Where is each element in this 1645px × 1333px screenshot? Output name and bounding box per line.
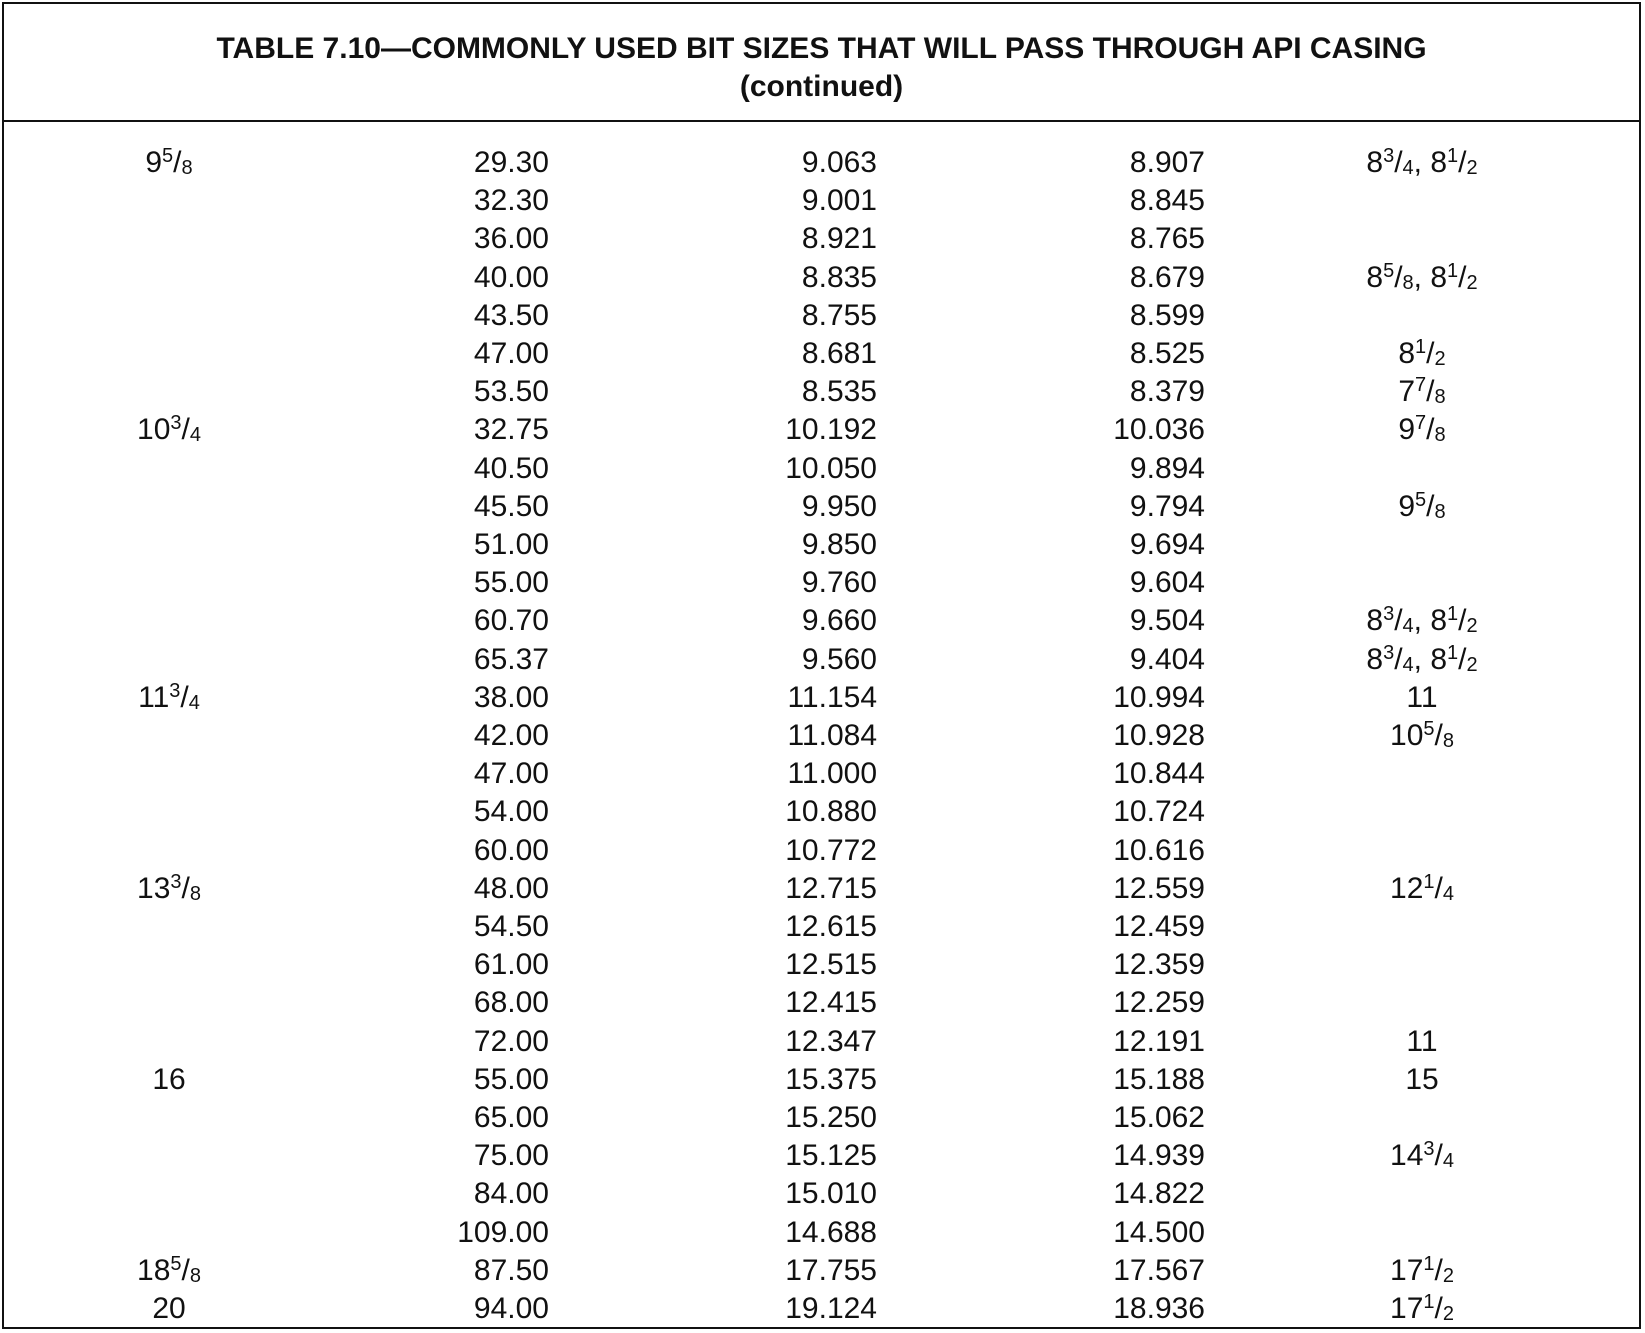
weight-cell: 38.00 <box>473 680 549 714</box>
inside-diameter-cell: 11.000 <box>787 757 877 791</box>
casing-od-cell <box>4 488 334 526</box>
table-row <box>4 259 1639 297</box>
table-row <box>4 870 1639 908</box>
inside-diameter-cell: 12.347 <box>785 1024 877 1058</box>
inside-diameter-cell: 15.010 <box>785 1177 877 1211</box>
casing-od-cell <box>4 335 334 373</box>
table-row <box>4 832 1639 870</box>
drift-diameter-cell: 12.559 <box>1113 871 1205 905</box>
drift-diameter-cell: 9.794 <box>1129 489 1205 523</box>
inside-diameter-cell: 8.921 <box>801 222 877 256</box>
table-row <box>4 564 1639 602</box>
inside-diameter-cell: 10.772 <box>785 833 877 867</box>
drift-diameter-cell: 12.359 <box>1113 948 1205 982</box>
bit-size: $12^1/_4$ <box>1390 870 1454 905</box>
bit-size: $8^3/_4$ <box>1366 641 1414 676</box>
casing-od: $10^3/_4$ <box>137 412 201 447</box>
bit-size-table <box>4 144 1639 1328</box>
bit-size-cell <box>1205 755 1639 793</box>
bit-size-cell <box>1205 526 1639 564</box>
casing-od-cell <box>4 1137 334 1175</box>
weight-cell: 29.30 <box>473 146 549 179</box>
drift-diameter-cell: 9.894 <box>1129 451 1205 485</box>
drift-diameter-cell: 8.525 <box>1129 337 1205 371</box>
casing-od-cell <box>4 793 334 831</box>
bit-size-cell <box>1205 335 1639 373</box>
table-row <box>4 450 1639 488</box>
casing-od-cell <box>4 411 334 449</box>
weight-cell: 60.00 <box>473 833 549 867</box>
table-row <box>4 297 1639 335</box>
table-row <box>4 335 1639 373</box>
inside-diameter-cell: 10.050 <box>785 451 877 485</box>
inside-diameter-cell: 9.760 <box>801 566 877 600</box>
table-row <box>4 373 1639 411</box>
bit-size-cell: $8^3/_4$, $8^1/_2$ <box>1366 641 1478 676</box>
bit-size-cell <box>1205 411 1639 449</box>
casing-od-cell <box>4 602 334 640</box>
weight-cell: 32.30 <box>473 184 549 218</box>
bit-size-cell: $8^3/_4$, $8^1/_2$ <box>1366 145 1478 179</box>
casing-od-cell <box>4 526 334 564</box>
casing-od: 20 <box>152 1292 186 1326</box>
bit-size-cell <box>1205 488 1639 526</box>
drift-diameter-cell: 10.994 <box>1113 680 1205 714</box>
bit-size-cell <box>1205 984 1639 1022</box>
weight-cell: 60.70 <box>473 604 549 638</box>
bit-size: $17^1/_2$ <box>1390 1291 1454 1326</box>
table-frame <box>2 2 1641 1329</box>
bit-size-cell <box>1205 1290 1639 1328</box>
weight-cell: 43.50 <box>473 298 549 332</box>
bit-size-cell <box>1205 564 1639 602</box>
casing-od: 16 <box>152 1062 186 1096</box>
casing-od-cell <box>4 297 334 335</box>
drift-diameter-cell: 8.379 <box>1129 375 1205 409</box>
casing-od-cell <box>4 564 334 602</box>
bit-size-cell: $8^5/_8$, $8^1/_2$ <box>1366 259 1478 294</box>
weight-cell: 65.37 <box>473 642 549 676</box>
bit-size: 15 <box>1405 1062 1439 1096</box>
bit-size-cell <box>1205 793 1639 831</box>
inside-diameter-cell: 9.560 <box>801 642 877 676</box>
table-row <box>4 1137 1639 1175</box>
table-row <box>4 182 1639 220</box>
bit-size: $8^1/_2$ <box>1398 336 1446 371</box>
bit-size-cell: $8^3/_4$, $8^1/_2$ <box>1366 603 1478 638</box>
inside-diameter-cell: 12.415 <box>785 986 877 1020</box>
bit-size: $17^1/_2$ <box>1390 1252 1454 1287</box>
inside-diameter-cell: 8.755 <box>801 298 877 332</box>
inside-diameter-cell: 15.250 <box>785 1101 877 1135</box>
drift-diameter-cell: 12.191 <box>1113 1024 1205 1058</box>
weight-cell: 84.00 <box>473 1177 549 1211</box>
casing-od: $13^3/_8$ <box>137 870 201 905</box>
casing-od-cell <box>4 755 334 793</box>
bit-size-cell <box>1205 832 1639 870</box>
bit-size: $9^7/_8$ <box>1398 412 1446 447</box>
drift-diameter-cell: 12.259 <box>1113 986 1205 1020</box>
table-row <box>4 1252 1639 1290</box>
weight-cell: 40.50 <box>473 451 549 485</box>
drift-diameter-cell: 10.928 <box>1113 719 1205 753</box>
table-row <box>4 144 1639 182</box>
drift-diameter-cell: 15.188 <box>1113 1062 1205 1096</box>
drift-diameter-cell: 10.844 <box>1113 757 1205 791</box>
weight-cell: 40.00 <box>473 260 549 294</box>
inside-diameter-cell: 11.084 <box>787 719 877 753</box>
bit-size-cell <box>1205 679 1639 717</box>
table-row <box>4 220 1639 258</box>
inside-diameter-cell: 8.681 <box>801 337 877 371</box>
drift-diameter-cell: 18.936 <box>1113 1292 1205 1326</box>
weight-cell: 61.00 <box>473 948 549 982</box>
bit-size-cell <box>1205 1061 1639 1099</box>
casing-od-cell <box>4 1023 334 1061</box>
drift-diameter-cell: 8.765 <box>1129 222 1205 256</box>
table-body <box>4 144 1639 1328</box>
inside-diameter-cell: 15.125 <box>785 1139 877 1173</box>
casing-od-cell <box>4 259 334 297</box>
weight-cell: 109.00 <box>457 1215 549 1249</box>
casing-od-cell <box>4 182 334 220</box>
bit-size: 11 <box>1406 680 1438 714</box>
weight-cell: 54.00 <box>473 795 549 829</box>
bit-size: $14^3/_4$ <box>1390 1138 1454 1173</box>
drift-diameter-cell: 10.724 <box>1113 795 1205 829</box>
weight-cell: 47.00 <box>473 337 549 371</box>
bit-size: $9^5/_8$ <box>1398 488 1446 523</box>
table-row <box>4 908 1639 946</box>
table-row <box>4 1061 1639 1099</box>
drift-diameter-cell: 14.822 <box>1113 1177 1205 1211</box>
casing-od: $11^3/_4$ <box>138 679 200 714</box>
bit-size-cell <box>1205 1252 1639 1290</box>
casing-od-cell <box>4 641 334 679</box>
drift-diameter-cell: 8.907 <box>1129 146 1205 179</box>
weight-cell: 51.00 <box>473 528 549 562</box>
bit-size: $8^3/_4$ <box>1366 603 1414 638</box>
casing-od-cell <box>4 870 334 908</box>
table-row <box>4 1290 1639 1328</box>
casing-od-cell <box>4 832 334 870</box>
weight-cell: 55.00 <box>473 1062 549 1096</box>
casing-od-cell <box>4 1099 334 1137</box>
drift-diameter-cell: 9.504 <box>1129 604 1205 638</box>
bit-size: $8^1/_2$ <box>1430 259 1478 294</box>
table-row <box>4 1175 1639 1213</box>
table-row <box>4 602 1639 640</box>
weight-cell: 45.50 <box>473 489 549 523</box>
drift-diameter-cell: 10.036 <box>1113 413 1205 447</box>
drift-diameter-cell: 17.567 <box>1113 1253 1205 1287</box>
bit-size-cell <box>1205 717 1639 755</box>
inside-diameter-cell: 9.660 <box>801 604 877 638</box>
bit-size-cell <box>1205 908 1639 946</box>
weight-cell: 94.00 <box>473 1292 549 1326</box>
weight-cell: 55.00 <box>473 566 549 600</box>
bit-size: 11 <box>1406 1024 1438 1058</box>
inside-diameter-cell: 12.715 <box>785 871 877 905</box>
drift-diameter-cell: 8.845 <box>1129 184 1205 218</box>
inside-diameter-cell: 15.375 <box>785 1062 877 1096</box>
bit-size-cell <box>1205 870 1639 908</box>
table-row <box>4 717 1639 755</box>
table-row <box>4 1023 1639 1061</box>
casing-od-cell <box>4 1252 334 1290</box>
table-row <box>4 793 1639 831</box>
weight-cell: 36.00 <box>473 222 549 256</box>
weight-cell: 87.50 <box>473 1253 549 1287</box>
weight-cell: 68.00 <box>473 986 549 1020</box>
inside-diameter-cell: 9.950 <box>801 489 877 523</box>
casing-od-cell <box>4 220 334 258</box>
table-row <box>4 641 1639 679</box>
weight-cell: 53.50 <box>473 375 549 409</box>
weight-cell: 65.00 <box>473 1101 549 1135</box>
casing-od-cell <box>4 373 334 411</box>
casing-od: $18^5/_8$ <box>137 1252 201 1287</box>
table-row <box>4 1214 1639 1252</box>
drift-diameter-cell: 12.459 <box>1113 910 1205 944</box>
drift-diameter-cell: 14.500 <box>1113 1215 1205 1249</box>
table-row <box>4 526 1639 564</box>
inside-diameter-cell: 9.063 <box>801 146 877 179</box>
weight-cell: 48.00 <box>473 871 549 905</box>
casing-od-cell <box>4 1214 334 1252</box>
drift-diameter-cell: 9.604 <box>1129 566 1205 600</box>
inside-diameter-cell: 14.688 <box>785 1215 877 1249</box>
casing-od-cell <box>4 717 334 755</box>
bit-size-cell <box>1205 946 1639 984</box>
casing-od: $9^5/_8$ <box>145 145 193 179</box>
inside-diameter-cell: 8.835 <box>801 260 877 294</box>
casing-od-cell <box>4 1290 334 1328</box>
casing-od-cell <box>4 144 334 182</box>
table-title-line2: (continued) <box>739 70 904 103</box>
bit-size-cell <box>1205 1099 1639 1137</box>
bit-size: $8^5/_8$ <box>1366 259 1414 294</box>
casing-od-cell <box>4 1175 334 1213</box>
inside-diameter-cell: 8.535 <box>801 375 877 409</box>
weight-cell: 47.00 <box>473 757 549 791</box>
inside-diameter-cell: 19.124 <box>785 1292 877 1326</box>
bit-size-cell <box>1205 1137 1639 1175</box>
drift-diameter-cell: 10.616 <box>1113 833 1205 867</box>
bit-size-cell <box>1205 220 1639 258</box>
table-row <box>4 946 1639 984</box>
bit-size: $8^1/_2$ <box>1430 603 1478 638</box>
table-row <box>4 679 1639 717</box>
casing-od-cell <box>4 946 334 984</box>
table-title <box>4 4 1639 122</box>
weight-cell: 54.50 <box>473 910 549 944</box>
drift-diameter-cell: 9.694 <box>1129 528 1205 562</box>
inside-diameter-cell: 11.154 <box>787 680 877 714</box>
weight-cell: 72.00 <box>473 1024 549 1058</box>
casing-od-cell <box>4 450 334 488</box>
table-row <box>4 488 1639 526</box>
drift-diameter-cell: 14.939 <box>1113 1139 1205 1173</box>
table-title-line1: TABLE 7.10—COMMONLY USED BIT SIZES THAT WILL PASS THROUGH API CASING <box>216 32 1427 65</box>
drift-diameter-cell: 8.599 <box>1129 298 1205 332</box>
inside-diameter-cell: 12.515 <box>785 948 877 982</box>
inside-diameter-cell: 17.755 <box>785 1253 877 1287</box>
casing-od-cell <box>4 679 334 717</box>
weight-cell: 75.00 <box>473 1139 549 1173</box>
bit-size-cell <box>1205 1023 1639 1061</box>
bit-size-cell <box>1205 1214 1639 1252</box>
drift-diameter-cell: 8.679 <box>1129 260 1205 294</box>
inside-diameter-cell: 10.192 <box>785 413 877 447</box>
bit-size-cell <box>1205 297 1639 335</box>
drift-diameter-cell: 9.404 <box>1129 642 1205 676</box>
drift-diameter-cell: 15.062 <box>1113 1101 1205 1135</box>
bit-size-cell <box>1205 373 1639 411</box>
table-row <box>4 1099 1639 1137</box>
bit-size: $8^1/_2$ <box>1430 145 1478 179</box>
inside-diameter-cell: 12.615 <box>785 910 877 944</box>
table-row <box>4 411 1639 449</box>
bit-size: $8^3/_4$ <box>1366 145 1414 179</box>
table-row <box>4 755 1639 793</box>
weight-cell: 32.75 <box>473 413 549 447</box>
inside-diameter-cell: 9.850 <box>801 528 877 562</box>
bit-size-cell <box>1205 1175 1639 1213</box>
bit-size-cell <box>1205 450 1639 488</box>
bit-size: $10^5/_8$ <box>1390 718 1454 753</box>
inside-diameter-cell: 9.001 <box>801 184 877 218</box>
casing-od-cell <box>4 908 334 946</box>
casing-od-cell <box>4 984 334 1022</box>
casing-od-cell <box>4 1061 334 1099</box>
weight-cell: 42.00 <box>473 719 549 753</box>
table-row <box>4 984 1639 1022</box>
bit-size-cell <box>1205 182 1639 220</box>
bit-size: $7^7/_8$ <box>1398 374 1446 409</box>
inside-diameter-cell: 10.880 <box>785 795 877 829</box>
bit-size: $8^1/_2$ <box>1430 641 1478 676</box>
